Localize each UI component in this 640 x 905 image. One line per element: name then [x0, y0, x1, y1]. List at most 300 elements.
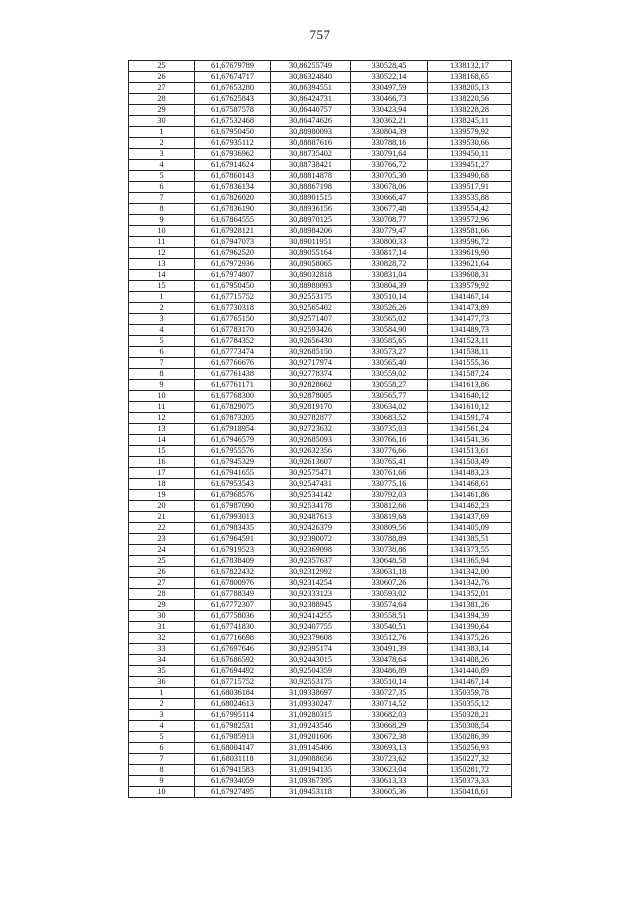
table-row	[129, 754, 512, 765]
longitude-cell: 30,92553175	[271, 677, 351, 688]
x-coordinate-cell: 330677,48	[351, 204, 428, 215]
y-coordinate-cell: 1339619,90	[428, 248, 512, 259]
latitude-cell: 61,67950450	[195, 127, 271, 138]
latitude-cell: 61,67625843	[195, 94, 271, 105]
table-row	[129, 743, 512, 754]
longitude-cell: 30,92379608	[271, 633, 351, 644]
point-number-cell: 13	[129, 424, 195, 435]
latitude-cell: 61,67772307	[195, 600, 271, 611]
latitude-cell: 61,67587578	[195, 105, 271, 116]
y-coordinate-cell: 1350308,54	[428, 721, 512, 732]
point-number-cell: 11	[129, 402, 195, 413]
x-coordinate-cell: 330708,77	[351, 215, 428, 226]
x-coordinate-cell: 330765,41	[351, 457, 428, 468]
table-row	[129, 369, 512, 380]
table-row	[129, 226, 512, 237]
y-coordinate-cell: 1341587,24	[428, 369, 512, 380]
point-number-cell: 30	[129, 116, 195, 127]
point-number-cell: 15	[129, 281, 195, 292]
x-coordinate-cell: 330800,33	[351, 237, 428, 248]
latitude-cell: 61,67838409	[195, 556, 271, 567]
latitude-cell: 61,67964591	[195, 534, 271, 545]
x-coordinate-cell: 330761,66	[351, 468, 428, 479]
longitude-cell: 30,92593426	[271, 325, 351, 336]
longitude-cell: 30,92369098	[271, 545, 351, 556]
latitude-cell: 61,67873205	[195, 413, 271, 424]
table-row	[129, 655, 512, 666]
longitude-cell: 30,86324840	[271, 72, 351, 83]
longitude-cell: 30,92828662	[271, 380, 351, 391]
y-coordinate-cell: 1350359,78	[428, 688, 512, 699]
latitude-cell: 61,67962520	[195, 248, 271, 259]
latitude-cell: 61,67784352	[195, 336, 271, 347]
x-coordinate-cell: 330623,04	[351, 765, 428, 776]
y-coordinate-cell: 1341405,09	[428, 523, 512, 534]
table-row	[129, 534, 512, 545]
longitude-cell: 30,92487613	[271, 512, 351, 523]
point-number-cell: 1	[129, 127, 195, 138]
x-coordinate-cell: 330510,14	[351, 292, 428, 303]
x-coordinate-cell: 330682,03	[351, 710, 428, 721]
y-coordinate-cell: 1350328,21	[428, 710, 512, 721]
latitude-cell: 61,67836134	[195, 182, 271, 193]
x-coordinate-cell: 330559,02	[351, 369, 428, 380]
latitude-cell: 61,67941583	[195, 765, 271, 776]
table-row	[129, 435, 512, 446]
point-number-cell: 11	[129, 237, 195, 248]
point-number-cell: 14	[129, 270, 195, 281]
latitude-cell: 61,67987090	[195, 501, 271, 512]
y-coordinate-cell: 1338132,17	[428, 61, 512, 72]
y-coordinate-cell: 1341375,26	[428, 633, 512, 644]
y-coordinate-cell: 1339621,64	[428, 259, 512, 270]
table-row	[129, 611, 512, 622]
x-coordinate-cell: 330723,62	[351, 754, 428, 765]
y-coordinate-cell: 1341473,89	[428, 303, 512, 314]
longitude-cell: 30,92534178	[271, 501, 351, 512]
longitude-cell: 31,09453118	[271, 787, 351, 798]
y-coordinate-cell: 1341523,11	[428, 336, 512, 347]
point-number-cell: 18	[129, 479, 195, 490]
table-row	[129, 105, 512, 116]
latitude-cell: 61,67686592	[195, 655, 271, 666]
longitude-cell: 30,92390072	[271, 534, 351, 545]
point-number-cell: 29	[129, 600, 195, 611]
y-coordinate-cell: 1341467,14	[428, 292, 512, 303]
longitude-cell: 30,92571407	[271, 314, 351, 325]
latitude-cell: 61,67927495	[195, 787, 271, 798]
x-coordinate-cell: 330788,16	[351, 138, 428, 149]
latitude-cell: 61,67972936	[195, 259, 271, 270]
table-row	[129, 589, 512, 600]
y-coordinate-cell: 1341462,23	[428, 501, 512, 512]
y-coordinate-cell: 1341477,73	[428, 314, 512, 325]
latitude-cell: 61,67773474	[195, 347, 271, 358]
point-number-cell: 8	[129, 369, 195, 380]
y-coordinate-cell: 1339554,42	[428, 204, 512, 215]
longitude-cell: 30,92782877	[271, 413, 351, 424]
y-coordinate-cell: 1341394,39	[428, 611, 512, 622]
table-row	[129, 457, 512, 468]
table-row	[129, 138, 512, 149]
point-number-cell: 25	[129, 556, 195, 567]
longitude-cell: 30,86474626	[271, 116, 351, 127]
x-coordinate-cell: 330573,27	[351, 347, 428, 358]
table-row	[129, 446, 512, 457]
longitude-cell: 30,92878005	[271, 391, 351, 402]
x-coordinate-cell: 330574,64	[351, 600, 428, 611]
y-coordinate-cell: 1341437,69	[428, 512, 512, 523]
x-coordinate-cell: 330714,52	[351, 699, 428, 710]
longitude-cell: 30,92723632	[271, 424, 351, 435]
point-number-cell: 12	[129, 248, 195, 259]
point-number-cell: 33	[129, 644, 195, 655]
latitude-cell: 61,67941655	[195, 468, 271, 479]
point-number-cell: 17	[129, 468, 195, 479]
coordinates-table	[128, 60, 512, 798]
x-coordinate-cell: 330478,64	[351, 655, 428, 666]
latitude-cell: 61,67936962	[195, 149, 271, 160]
table-row	[129, 116, 512, 127]
y-coordinate-cell: 1341468,61	[428, 479, 512, 490]
point-number-cell: 32	[129, 633, 195, 644]
longitude-cell: 31,09194135	[271, 765, 351, 776]
x-coordinate-cell: 330683,52	[351, 413, 428, 424]
table-row	[129, 171, 512, 182]
table-row	[129, 644, 512, 655]
point-number-cell: 21	[129, 512, 195, 523]
latitude-cell: 61,67532468	[195, 116, 271, 127]
y-coordinate-cell: 1339596,72	[428, 237, 512, 248]
table-row	[129, 556, 512, 567]
latitude-cell: 61,67766676	[195, 358, 271, 369]
y-coordinate-cell: 1339608,31	[428, 270, 512, 281]
x-coordinate-cell: 330804,39	[351, 127, 428, 138]
x-coordinate-cell: 330607,26	[351, 578, 428, 589]
point-number-cell: 27	[129, 83, 195, 94]
longitude-cell: 30,92333123	[271, 589, 351, 600]
x-coordinate-cell: 330565,40	[351, 358, 428, 369]
x-coordinate-cell: 330510,14	[351, 677, 428, 688]
table-row	[129, 479, 512, 490]
latitude-cell: 61,67953543	[195, 479, 271, 490]
y-coordinate-cell: 1341591,74	[428, 413, 512, 424]
point-number-cell: 4	[129, 325, 195, 336]
point-number-cell: 1	[129, 292, 195, 303]
y-coordinate-cell: 1339572,96	[428, 215, 512, 226]
y-coordinate-cell: 1339490,68	[428, 171, 512, 182]
latitude-cell: 61,67928121	[195, 226, 271, 237]
x-coordinate-cell: 330584,90	[351, 325, 428, 336]
table-row	[129, 270, 512, 281]
latitude-cell: 61,67919523	[195, 545, 271, 556]
table-row	[129, 160, 512, 171]
x-coordinate-cell: 330693,13	[351, 743, 428, 754]
x-coordinate-cell: 330423,94	[351, 105, 428, 116]
longitude-cell: 31,09338697	[271, 688, 351, 699]
latitude-cell: 61,67730318	[195, 303, 271, 314]
point-number-cell: 34	[129, 655, 195, 666]
x-coordinate-cell: 330672,38	[351, 732, 428, 743]
longitude-cell: 30,92632356	[271, 446, 351, 457]
table-row	[129, 721, 512, 732]
point-number-cell: 4	[129, 160, 195, 171]
longitude-cell: 30,88970125	[271, 215, 351, 226]
table-row	[129, 127, 512, 138]
y-coordinate-cell: 1339451,27	[428, 160, 512, 171]
table-row	[129, 292, 512, 303]
table-row	[129, 336, 512, 347]
latitude-cell: 61,67983435	[195, 523, 271, 534]
coordinates-table-body	[129, 61, 512, 798]
latitude-cell: 61,67934059	[195, 776, 271, 787]
table-row	[129, 600, 512, 611]
latitude-cell: 61,67864555	[195, 215, 271, 226]
longitude-cell: 30,92613607	[271, 457, 351, 468]
table-row	[129, 413, 512, 424]
longitude-cell: 30,89055164	[271, 248, 351, 259]
latitude-cell: 61,67715752	[195, 677, 271, 688]
latitude-cell: 61,67974807	[195, 270, 271, 281]
page-number: 757	[309, 27, 331, 42]
y-coordinate-cell: 1341513,61	[428, 446, 512, 457]
table-row	[129, 215, 512, 226]
y-coordinate-cell: 1350227,32	[428, 754, 512, 765]
latitude-cell: 61,68004147	[195, 743, 271, 754]
latitude-cell: 61,67914624	[195, 160, 271, 171]
table-row	[129, 182, 512, 193]
table-row	[129, 468, 512, 479]
table-row	[129, 666, 512, 677]
latitude-cell: 61,67697646	[195, 644, 271, 655]
y-coordinate-cell: 1341483,23	[428, 468, 512, 479]
y-coordinate-cell: 1350256,93	[428, 743, 512, 754]
longitude-cell: 30,88814878	[271, 171, 351, 182]
point-number-cell: 6	[129, 347, 195, 358]
longitude-cell: 30,92395174	[271, 644, 351, 655]
point-number-cell: 30	[129, 611, 195, 622]
x-coordinate-cell: 330776,66	[351, 446, 428, 457]
y-coordinate-cell: 1341538,11	[428, 347, 512, 358]
table-row	[129, 303, 512, 314]
point-number-cell: 27	[129, 578, 195, 589]
y-coordinate-cell: 1338220,56	[428, 94, 512, 105]
longitude-cell: 31,09201606	[271, 732, 351, 743]
x-coordinate-cell: 330819,68	[351, 512, 428, 523]
x-coordinate-cell: 330522,14	[351, 72, 428, 83]
x-coordinate-cell: 330540,51	[351, 622, 428, 633]
latitude-cell: 61,67947073	[195, 237, 271, 248]
table-row	[129, 545, 512, 556]
latitude-cell: 61,67783170	[195, 325, 271, 336]
table-row	[129, 424, 512, 435]
longitude-cell: 30,89058065	[271, 259, 351, 270]
x-coordinate-cell: 330593,02	[351, 589, 428, 600]
latitude-cell: 61,68024613	[195, 699, 271, 710]
y-coordinate-cell: 1341365,94	[428, 556, 512, 567]
y-coordinate-cell: 1350281,72	[428, 765, 512, 776]
longitude-cell: 30,88867198	[271, 182, 351, 193]
point-number-cell: 7	[129, 754, 195, 765]
y-coordinate-cell: 1339517,91	[428, 182, 512, 193]
latitude-cell: 61,67674717	[195, 72, 271, 83]
latitude-cell: 61,67935112	[195, 138, 271, 149]
table-row	[129, 633, 512, 644]
table-row	[129, 347, 512, 358]
latitude-cell: 61,67679789	[195, 61, 271, 72]
point-number-cell: 3	[129, 149, 195, 160]
table-row	[129, 787, 512, 798]
table-row	[129, 281, 512, 292]
latitude-cell: 61,67946579	[195, 435, 271, 446]
latitude-cell: 61,68036184	[195, 688, 271, 699]
latitude-cell: 61,67836190	[195, 204, 271, 215]
longitude-cell: 30,89011951	[271, 237, 351, 248]
longitude-cell: 30,88980093	[271, 281, 351, 292]
x-coordinate-cell: 330362,21	[351, 116, 428, 127]
table-row	[129, 358, 512, 369]
longitude-cell: 30,92414255	[271, 611, 351, 622]
point-number-cell: 3	[129, 710, 195, 721]
latitude-cell: 61,67982531	[195, 721, 271, 732]
point-number-cell: 6	[129, 182, 195, 193]
point-number-cell: 14	[129, 435, 195, 446]
table-row	[129, 149, 512, 160]
table-row	[129, 248, 512, 259]
y-coordinate-cell: 1341489,73	[428, 325, 512, 336]
longitude-cell: 30,86255749	[271, 61, 351, 72]
table-row	[129, 237, 512, 248]
point-number-cell: 10	[129, 226, 195, 237]
x-coordinate-cell: 330497,59	[351, 83, 428, 94]
longitude-cell: 30,92357637	[271, 556, 351, 567]
x-coordinate-cell: 330775,16	[351, 479, 428, 490]
y-coordinate-cell: 1338168,65	[428, 72, 512, 83]
point-number-cell: 15	[129, 446, 195, 457]
longitude-cell: 30,92819170	[271, 402, 351, 413]
point-number-cell: 26	[129, 567, 195, 578]
longitude-cell: 30,92314254	[271, 578, 351, 589]
table-row	[129, 578, 512, 589]
longitude-cell: 30,92504359	[271, 666, 351, 677]
longitude-cell: 30,88901515	[271, 193, 351, 204]
point-number-cell: 25	[129, 61, 195, 72]
point-number-cell: 8	[129, 765, 195, 776]
point-number-cell: 2	[129, 699, 195, 710]
latitude-cell: 61,67945329	[195, 457, 271, 468]
x-coordinate-cell: 330668,29	[351, 721, 428, 732]
x-coordinate-cell: 330605,36	[351, 787, 428, 798]
point-number-cell: 12	[129, 413, 195, 424]
x-coordinate-cell: 330812,66	[351, 501, 428, 512]
table-row	[129, 325, 512, 336]
point-number-cell: 7	[129, 358, 195, 369]
latitude-cell: 61,67918954	[195, 424, 271, 435]
y-coordinate-cell: 1341640,12	[428, 391, 512, 402]
x-coordinate-cell: 330631,18	[351, 567, 428, 578]
point-number-cell: 8	[129, 204, 195, 215]
x-coordinate-cell: 330766,16	[351, 435, 428, 446]
y-coordinate-cell: 1339530,66	[428, 138, 512, 149]
y-coordinate-cell: 1341390,64	[428, 622, 512, 633]
longitude-cell: 30,89032818	[271, 270, 351, 281]
table-row	[129, 193, 512, 204]
x-coordinate-cell: 330486,89	[351, 666, 428, 677]
table-row	[129, 391, 512, 402]
table-row	[129, 402, 512, 413]
x-coordinate-cell: 330526,26	[351, 303, 428, 314]
point-number-cell: 5	[129, 171, 195, 182]
point-number-cell: 1	[129, 688, 195, 699]
x-coordinate-cell: 330466,73	[351, 94, 428, 105]
latitude-cell: 61,67761438	[195, 369, 271, 380]
point-number-cell: 9	[129, 776, 195, 787]
longitude-cell: 30,86440757	[271, 105, 351, 116]
x-coordinate-cell: 330735,03	[351, 424, 428, 435]
latitude-cell: 61,67955576	[195, 446, 271, 457]
point-number-cell: 13	[129, 259, 195, 270]
y-coordinate-cell: 1350418,61	[428, 787, 512, 798]
point-number-cell: 5	[129, 732, 195, 743]
latitude-cell: 61,67765150	[195, 314, 271, 325]
longitude-cell: 30,92553175	[271, 292, 351, 303]
latitude-cell: 61,67716698	[195, 633, 271, 644]
latitude-cell: 61,67758036	[195, 611, 271, 622]
longitude-cell: 30,92388945	[271, 600, 351, 611]
longitude-cell: 30,92575471	[271, 468, 351, 479]
x-coordinate-cell: 330809,56	[351, 523, 428, 534]
y-coordinate-cell: 1341561,24	[428, 424, 512, 435]
y-coordinate-cell: 1341440,89	[428, 666, 512, 677]
longitude-cell: 30,92685093	[271, 435, 351, 446]
longitude-cell: 30,86394551	[271, 83, 351, 94]
longitude-cell: 30,86424731	[271, 94, 351, 105]
longitude-cell: 31,09088656	[271, 754, 351, 765]
x-coordinate-cell: 330565,77	[351, 391, 428, 402]
table-row	[129, 512, 512, 523]
point-number-cell: 9	[129, 215, 195, 226]
point-number-cell: 24	[129, 545, 195, 556]
point-number-cell: 3	[129, 314, 195, 325]
point-number-cell: 29	[129, 105, 195, 116]
point-number-cell: 31	[129, 622, 195, 633]
x-coordinate-cell: 330613,33	[351, 776, 428, 787]
table-row	[129, 622, 512, 633]
point-number-cell: 7	[129, 193, 195, 204]
y-coordinate-cell: 1341381,26	[428, 600, 512, 611]
y-coordinate-cell: 1341541,36	[428, 435, 512, 446]
x-coordinate-cell: 330558,51	[351, 611, 428, 622]
x-coordinate-cell: 330491,39	[351, 644, 428, 655]
point-number-cell: 22	[129, 523, 195, 534]
longitude-cell: 30,92312992	[271, 567, 351, 578]
x-coordinate-cell: 330792,03	[351, 490, 428, 501]
x-coordinate-cell: 330831,04	[351, 270, 428, 281]
y-coordinate-cell: 1350373,33	[428, 776, 512, 787]
y-coordinate-cell: 1341373,55	[428, 545, 512, 556]
latitude-cell: 61,67826020	[195, 193, 271, 204]
x-coordinate-cell: 330804,39	[351, 281, 428, 292]
point-number-cell: 20	[129, 501, 195, 512]
latitude-cell: 61,67822432	[195, 567, 271, 578]
longitude-cell: 31,09280315	[271, 710, 351, 721]
latitude-cell: 61,67950450	[195, 281, 271, 292]
x-coordinate-cell: 330766,72	[351, 160, 428, 171]
y-coordinate-cell: 1341408,26	[428, 655, 512, 666]
latitude-cell: 61,67800976	[195, 578, 271, 589]
x-coordinate-cell: 330738,86	[351, 545, 428, 556]
point-number-cell: 2	[129, 138, 195, 149]
